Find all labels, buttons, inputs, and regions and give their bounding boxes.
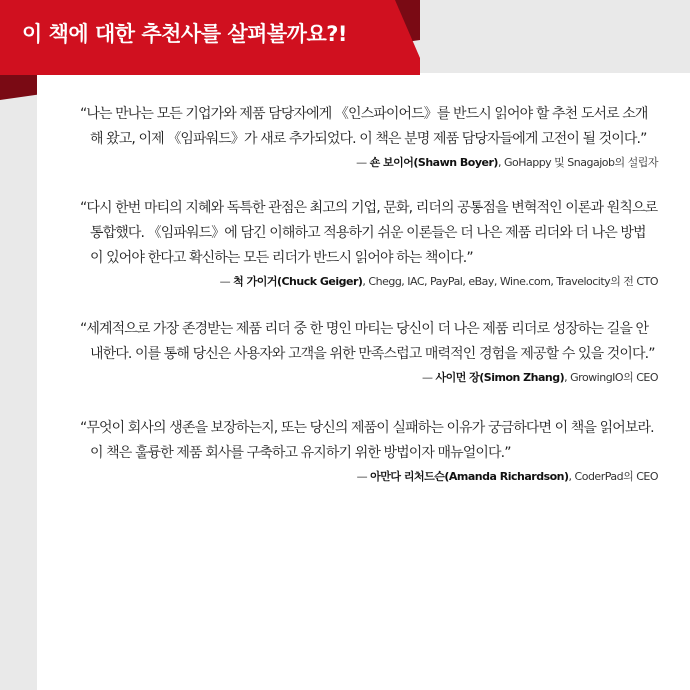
quote-item (80, 317, 658, 387)
quote-author: 숀 보이어(Shawn Boyer) (369, 156, 498, 169)
quote-attribution (80, 468, 658, 486)
quote-author: 아만다 리처드슨(Amanda Richardson) (370, 470, 569, 483)
quote-author-role: , Chegg, IAC, PayPal, eBay, Wine.com, Travelocity의 전 CTO (362, 275, 658, 288)
attribution-dash: — (219, 275, 234, 288)
attribution-dash: — (356, 470, 371, 483)
quote-attribution (80, 369, 658, 387)
quote-list (80, 102, 658, 486)
quote-author: 사이먼 장(Simon Zhang) (435, 371, 565, 384)
quote-author-role: , GoHappy 및 Snagajob의 설립자 (497, 156, 658, 169)
page-title: 이 책에 대한 추천사를 살펴볼까요?! (22, 22, 348, 46)
quote-author: 척 가이거(Chuck Geiger) (233, 275, 363, 288)
quote-text: “무엇이 회사의 생존을 보장하는지, 또는 당신의 제품이 실패하는 이유가 궁금하다면 이 책을 읽어보라. 이 책은 훌륭한 제품 회사를 구축하고 유지하기 위한 방법이자 매뉴얼이다.” (80, 420, 654, 461)
quote-item (80, 102, 658, 172)
quote-attribution (80, 273, 658, 291)
attribution-dash: — (421, 371, 436, 384)
quote-text: “다시 한번 마티의 지혜와 독특한 관점은 최고의 기업, 문화, 리더의 공통점을 변혁적인 이론과 원칙으로 통합했다. 《임파워드》에 담긴 이해하고 적용하기 쉬운 이론들은 더 나은 제품 리더와 더 나은 방법이 있어야 한다고 확신하는 모든 리더가 반드시 읽어야 하는 책이다.” (80, 200, 658, 266)
quote-attribution (80, 154, 658, 172)
attribution-dash: — (356, 156, 370, 169)
quote-author-role: , CoderPad의 CEO (568, 470, 658, 483)
quote-item (80, 196, 658, 291)
quote-item (80, 416, 658, 486)
quote-author-role: , GrowingIO의 CEO (564, 371, 658, 384)
quote-text: “세계적으로 가장 존경받는 제품 리더 중 한 명인 마티는 당신이 더 나은 제품 리더로 성장하는 길을 안내한다. 이를 통해 당신은 사용자와 고객을 위한 만족스럽고 매력적인 경험을 제공할 수 있을 것이다.” (80, 321, 655, 362)
quote-text: “나는 만나는 모든 기업가와 제품 담당자에게 《인스파이어드》를 반드시 읽어야 할 추천 도서로 소개해 왔고, 이제 《임파워드》가 새로 추가되었다. 이 책은 분명 제품 담당자들에게 고전이 될 것이다.” (80, 106, 648, 147)
